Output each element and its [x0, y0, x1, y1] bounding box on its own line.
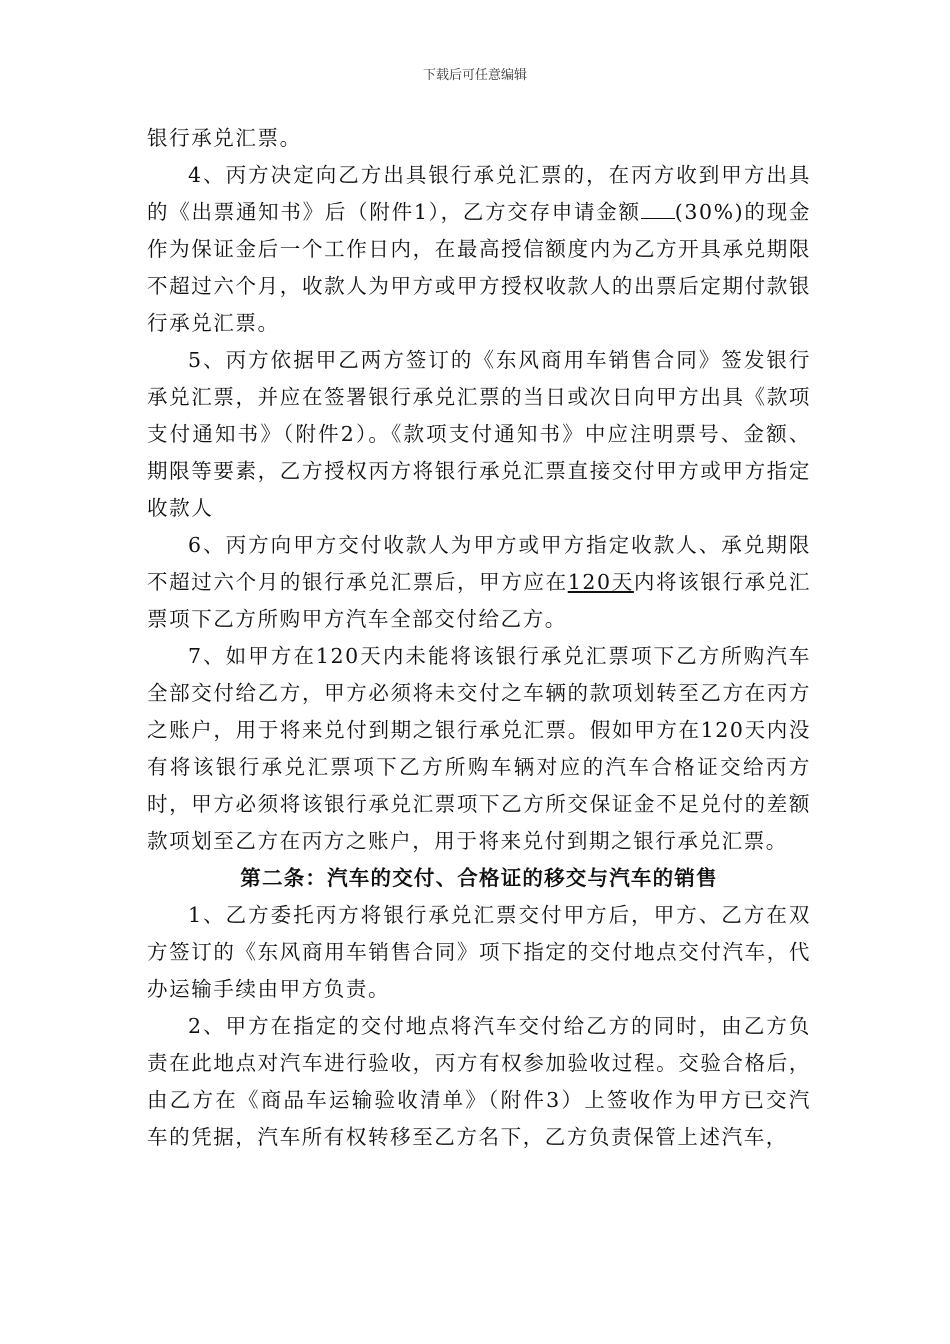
page-header: 下载后可任意编辑: [422, 68, 527, 83]
clause-4: [147, 157, 811, 342]
amount-blank: [641, 196, 675, 219]
clause-4-text-b: (30%)的现金作为保证金后一个工作日内，在最高授信额度内为乙方开具承兑期限不超过六个月，收款人为甲方或甲方授权收款人的出票后定期付款银行承兑汇票。: [147, 200, 811, 335]
paragraph-continuation: 银行承兑汇票。: [147, 126, 302, 150]
section-2-clause-2: 2、甲方在指定的交付地点将汽车交付给乙方的同时，由乙方负责在此地点对汽车进行验收，丙方有权参加验收过程。交验合格后，由乙方在《商品车运输验收清单》（附件3）上签收作为甲方已交汽车的凭据，汽车所有权转移至乙方名下，乙方负责保管上述汽车，: [147, 1014, 811, 1149]
clause-6: [147, 527, 811, 638]
clause-6-text-a: 6、丙方向甲方交付收款人为甲方或甲方指定收款人、承兑期限不超过六个月的银行承兑汇票后，甲方应在: [147, 533, 811, 594]
clause-7: 7、如甲方在120天内未能将该银行承兑汇票项下乙方所购汽车全部交付给乙方，甲方必须将未交付之车辆的款项划转至乙方在丙方之账户，用于将来兑付到期之银行承兑汇票。假如甲方在120天内没有将该银行承兑汇票项下乙方所购车辆对应的汽车合格证交给丙方时，甲方必须将该银行承兑汇票项下乙方所交保证金不足兑付的差额款项划至乙方在丙方之账户，用于将来兑付到期之银行承兑汇票。: [147, 644, 811, 853]
clause-6-text-b: 内将该银行承兑汇票项下乙方所购甲方汽车全部交付给乙方。: [147, 570, 811, 631]
section-2-heading: 第二条：汽车的交付、合格证的移交与汽车的销售: [240, 866, 718, 890]
clause-5: 5、丙方依据甲乙两方签订的《东风商用车销售合同》签发银行承兑汇票，并应在签署银行承兑汇票的当日或次日向甲方出具《款项支付通知书》（附件2）。《款项支付通知书》中应注明票号、金额、期限等要素，乙方授权丙方将银行承兑汇票直接交付甲方或甲方指定收款人: [147, 348, 811, 520]
clause-4-text-a: 4、丙方决定向乙方出具银行承兑汇票的，在丙方收到甲方出具的《出票通知书》后（附件1），乙方交存申请金额: [147, 163, 811, 224]
document-body: [147, 120, 811, 1156]
section-2-clause-1: 1、乙方委托丙方将银行承兑汇票交付甲方后，甲方、乙方在双方签订的《东风商用车销售合同》项下指定的交付地点交付汽车，代办运输手续由甲方负责。: [147, 903, 811, 1001]
clause-6-days-underlined: 120天: [567, 570, 634, 594]
